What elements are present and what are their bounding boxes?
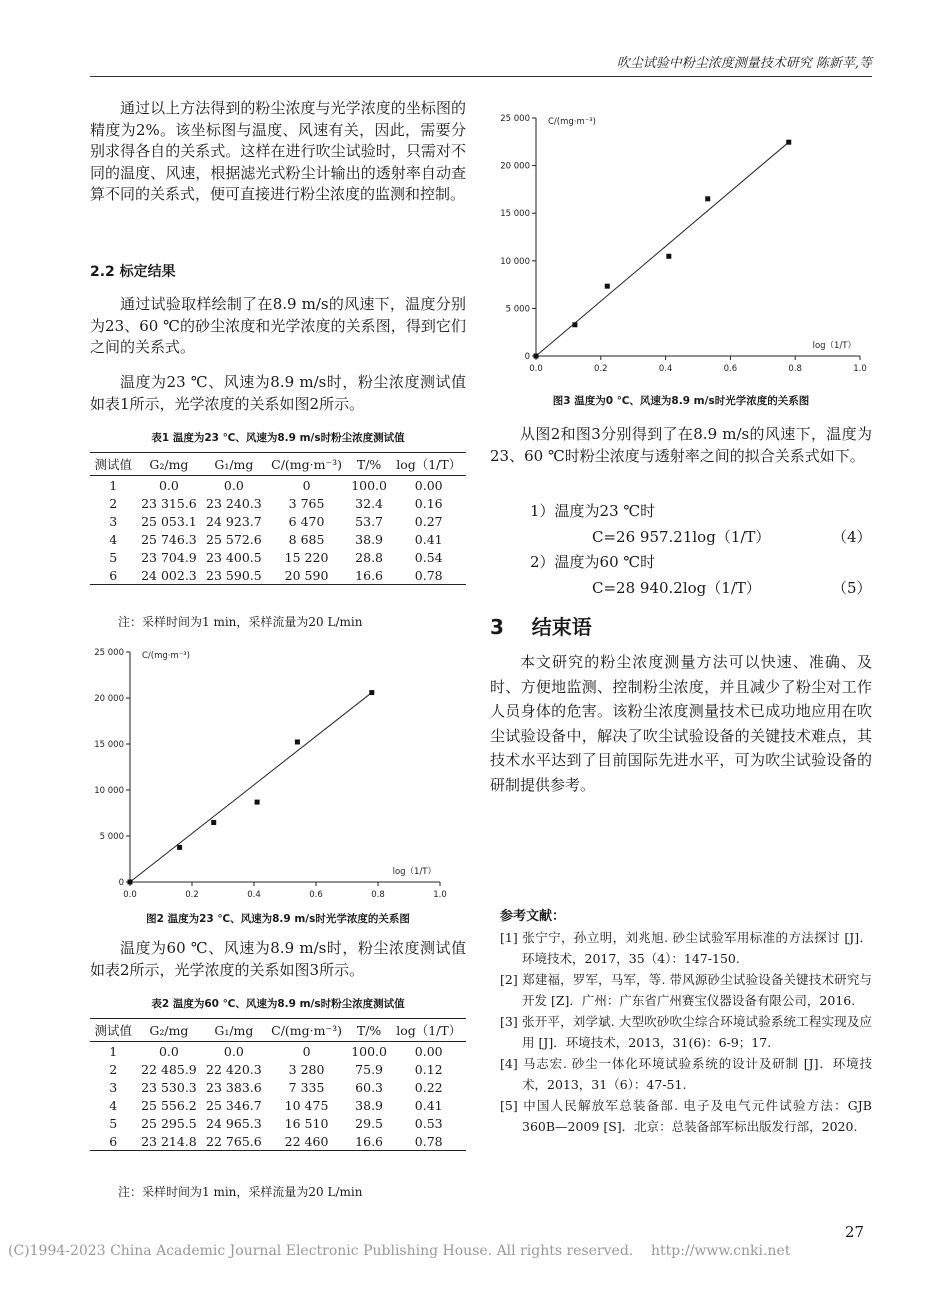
reference-number: [3] bbox=[500, 1014, 518, 1029]
table-cell: 5 bbox=[109, 549, 118, 565]
table-header-cell: C/(mg·m⁻³) bbox=[266, 1019, 346, 1042]
fit-paragraph: 从图2和图3分别得到了在8.9 m/s的风速下，温度为23、60 ℃时粉尘浓度与透射率之间的拟合关系式如下。 bbox=[490, 425, 872, 465]
table-cell: 25 746.3 bbox=[141, 531, 197, 547]
table-cell: 0.0 bbox=[223, 1043, 244, 1059]
table-cell: 23 400.5 bbox=[206, 549, 262, 565]
intro-paragraph: 通过以上方法得到的粉尘浓度与光学浓度的坐标图的精度为2%。该坐标图与温度、风速有关，因此，需要分别求得各自的关系式。这样在进行吹尘试验时，只需对不同的温度、风速，根据滤光式粉尘计输出的透射率自动查算不同的关系式，便可直接进行粉尘浓度的监测和控制。 bbox=[90, 99, 466, 203]
table-cell: 4 bbox=[109, 531, 118, 547]
x-tick-label: 0.0 bbox=[529, 364, 543, 374]
x-tick-label: 1.0 bbox=[853, 364, 867, 374]
table-cell: 0.22 bbox=[414, 1079, 443, 1095]
table-row bbox=[90, 1078, 466, 1096]
table-header-cell: T/% bbox=[347, 1019, 392, 1042]
table-cell: 23 240.3 bbox=[206, 495, 262, 511]
table-cell: 100.0 bbox=[351, 477, 387, 493]
table-cell: 25 572.6 bbox=[206, 531, 262, 547]
table-header-cell: 测试值 bbox=[90, 453, 136, 476]
reference-item bbox=[500, 927, 872, 969]
table-cell: 0 bbox=[302, 477, 311, 493]
references-title: 参考文献： bbox=[500, 909, 566, 924]
table-cell: 10 475 bbox=[284, 1097, 329, 1113]
table-cell: 0.0 bbox=[223, 477, 244, 493]
table-cell: 0.78 bbox=[391, 566, 466, 585]
fit-line bbox=[130, 693, 372, 882]
table-cell: 23 315.6 bbox=[141, 495, 197, 511]
table-cell: 22 485.9 bbox=[141, 1061, 197, 1077]
table-cell: 6 bbox=[90, 1132, 136, 1151]
temp23-paragraph: 温度为23 ℃、风速为8.9 m/s时，粉尘浓度测试值如表1所示，光学浓度的关系如图2所示。 bbox=[90, 373, 466, 413]
table-cell: 0 bbox=[302, 1043, 311, 1059]
table-row bbox=[90, 494, 466, 512]
x-tick-label: 0.6 bbox=[309, 890, 323, 900]
x-tick-label: 0.4 bbox=[658, 364, 673, 374]
table-cell: 0.53 bbox=[414, 1115, 443, 1131]
table-header-cell: 测试值 bbox=[90, 1019, 136, 1042]
figure3-caption: 图3 温度为0 ℃、风速为8.9 m/s时光学浓度的关系图 bbox=[552, 395, 810, 407]
y-tick-label: 0 bbox=[118, 878, 124, 888]
table-cell: 4 bbox=[109, 1097, 118, 1113]
table1-caption: 表1 温度为23 ℃、风速为8.9 m/s时粉尘浓度测试值 bbox=[151, 432, 405, 444]
reference-number: [1] bbox=[500, 930, 518, 945]
reference-number: [5] bbox=[500, 1098, 518, 1113]
reference-item bbox=[500, 1053, 872, 1095]
table-cell: 0.00 bbox=[414, 1043, 443, 1059]
table-row bbox=[90, 1114, 466, 1132]
table-cell: 0.41 bbox=[414, 531, 443, 547]
header-rule bbox=[90, 76, 872, 77]
table-cell: 3 bbox=[109, 513, 118, 529]
table-header-cell: G₁/mg bbox=[201, 1019, 266, 1042]
table-header-cell: G₁/mg bbox=[201, 453, 266, 476]
table-cell: 0.78 bbox=[391, 1132, 466, 1151]
table-cell: 6 bbox=[90, 566, 136, 585]
table-cell: 0.54 bbox=[414, 549, 443, 565]
section-heading-3: 3 结束语 bbox=[490, 615, 592, 639]
reference-text: 中国人民解放军总装备部. 电子及电气元件试验方法：GJB 360B—2009 [S]．北京：总装备部军标出版发行部，2020. bbox=[522, 1098, 872, 1134]
table-cell: 0.16 bbox=[414, 495, 443, 511]
table-cell: 3 bbox=[109, 1079, 118, 1095]
table-row bbox=[90, 1060, 466, 1078]
table-row bbox=[90, 1042, 466, 1061]
table-header-cell: log（1/T） bbox=[391, 453, 466, 476]
data-point bbox=[255, 800, 260, 805]
data-point bbox=[177, 845, 182, 850]
figure3-chart bbox=[490, 100, 872, 382]
table1 bbox=[90, 452, 466, 585]
y-tick-label: 5 000 bbox=[505, 304, 530, 315]
table-cell: 22 420.3 bbox=[206, 1061, 262, 1077]
table-cell: 53.7 bbox=[355, 513, 384, 529]
x-tick-label: 0.8 bbox=[371, 890, 385, 900]
table-cell: 2 bbox=[109, 1061, 118, 1077]
x-tick-label: 0.2 bbox=[185, 890, 199, 900]
data-point bbox=[369, 690, 374, 695]
x-tick-label: 0.6 bbox=[723, 364, 738, 374]
y-tick-label: 10 000 bbox=[94, 786, 124, 796]
y-tick-label: 15 000 bbox=[500, 209, 530, 220]
table-cell: 100.0 bbox=[351, 1043, 387, 1059]
table-cell: 15 220 bbox=[284, 549, 329, 565]
x-tick-label: 1.0 bbox=[433, 890, 447, 900]
table-cell: 25 295.5 bbox=[141, 1115, 197, 1131]
references-list bbox=[500, 927, 872, 1137]
table-row bbox=[90, 566, 466, 585]
table-cell: 38.9 bbox=[355, 1097, 384, 1113]
reference-item bbox=[500, 1011, 872, 1053]
table-cell: 5 bbox=[109, 1115, 118, 1131]
formula-4-number: （4） bbox=[832, 528, 872, 546]
y-tick-label: 20 000 bbox=[94, 694, 124, 704]
table2-note: 注：采样时间为1 min，采样流量为20 L/min bbox=[118, 1185, 363, 1199]
table-cell: 23 590.5 bbox=[201, 566, 266, 585]
table-cell: 24 002.3 bbox=[136, 566, 201, 585]
table-row bbox=[90, 1132, 466, 1151]
table-cell: 0.12 bbox=[414, 1061, 443, 1077]
table-cell: 60.3 bbox=[355, 1079, 384, 1095]
table2-caption: 表2 温度为60 ℃、风速为8.9 m/s时粉尘浓度测试值 bbox=[151, 998, 405, 1010]
data-point bbox=[786, 140, 791, 145]
table-cell: 16 510 bbox=[284, 1115, 329, 1131]
table-cell: 38.9 bbox=[355, 531, 384, 547]
table-cell: 16.6 bbox=[347, 566, 392, 585]
data-point bbox=[295, 739, 300, 744]
table-cell: 25 053.1 bbox=[141, 513, 197, 529]
table-cell: 7 335 bbox=[288, 1079, 325, 1095]
y-tick-label: 15 000 bbox=[94, 740, 124, 750]
x-axis-label: log（1/T） bbox=[392, 867, 436, 877]
table-cell: 1 bbox=[109, 1043, 118, 1059]
y-tick-label: 25 000 bbox=[500, 114, 530, 124]
reference-number: [4] bbox=[500, 1056, 518, 1071]
table-cell: 3 280 bbox=[288, 1061, 325, 1077]
reference-text: 马志宏. 砂尘一体化环境试验系统的设计及研制 [J]．环境技术，2013，31（6）：47-51. bbox=[522, 1056, 872, 1092]
data-point bbox=[534, 354, 539, 359]
table-row bbox=[90, 530, 466, 548]
figure2-caption: 图2 温度为23 ℃、风速为8.9 m/s时光学浓度的关系图 bbox=[146, 913, 410, 925]
reference-number: [2] bbox=[500, 972, 518, 987]
data-point bbox=[211, 820, 216, 825]
table-cell: 23 383.6 bbox=[206, 1079, 262, 1095]
temp60-paragraph: 温度为60 ℃、风速为8.9 m/s时，粉尘浓度测试值如表2所示，光学浓度的关系如图3所示。 bbox=[90, 939, 466, 979]
table-row bbox=[90, 548, 466, 566]
table-cell: 0.27 bbox=[414, 513, 443, 529]
reference-text: 张宁宁，孙立明，刘兆旭. 砂尘试验军用标准的方法探讨 [J]．环境技术，2017，35（4）：147-150. bbox=[522, 930, 872, 966]
y-tick-label: 20 000 bbox=[500, 161, 530, 172]
table-header-cell: G₂/mg bbox=[136, 1019, 201, 1042]
table-cell: 16.6 bbox=[347, 1132, 392, 1151]
figure2-chart bbox=[90, 642, 466, 904]
table1-note: 注：采样时间为1 min，采样流量为20 L/min bbox=[118, 615, 363, 629]
page-number: 27 bbox=[845, 1223, 865, 1241]
table-row bbox=[90, 1096, 466, 1114]
table-cell: 23 530.3 bbox=[141, 1079, 197, 1095]
running-header: 吹尘试验中粉尘浓度测量技术研究 陈新苹,等 bbox=[616, 56, 872, 71]
table-row bbox=[90, 476, 466, 495]
table-cell: 28.8 bbox=[355, 549, 384, 565]
y-tick-label: 10 000 bbox=[500, 256, 530, 267]
copyright-footer: (C)1994-2023 China Academic Journal Electronic Publishing House. All rights reserved. http://www.cnki.net bbox=[8, 1243, 791, 1259]
data-point bbox=[666, 254, 671, 259]
x-tick-label: 0.8 bbox=[788, 364, 802, 374]
y-axis-label: C/(mg·m⁻³) bbox=[142, 651, 190, 661]
table-cell: 0.0 bbox=[158, 477, 179, 493]
x-tick-label: 0.2 bbox=[594, 364, 608, 374]
y-tick-label: 25 000 bbox=[94, 648, 124, 658]
table-cell: 23 704.9 bbox=[141, 549, 197, 565]
table-header-cell: T/% bbox=[347, 453, 392, 476]
table-cell: 6 470 bbox=[288, 513, 325, 529]
table-header-cell: G₂/mg bbox=[136, 453, 201, 476]
table-row bbox=[90, 512, 466, 530]
data-point bbox=[705, 196, 710, 201]
item2-label: 2）温度为60 ℃时 bbox=[530, 553, 656, 571]
table-cell: 2 bbox=[109, 495, 118, 511]
data-point bbox=[128, 880, 133, 885]
data-point bbox=[605, 284, 610, 289]
table-cell: 25 346.7 bbox=[206, 1097, 262, 1113]
table-header-cell: C/(mg·m⁻³) bbox=[266, 453, 346, 476]
table-cell: 75.9 bbox=[355, 1061, 384, 1077]
y-tick-label: 0 bbox=[524, 352, 530, 362]
table-cell: 20 590 bbox=[266, 566, 346, 585]
table-cell: 22 460 bbox=[266, 1132, 346, 1151]
item1-label: 1）温度为23 ℃时 bbox=[530, 502, 656, 520]
conclusion-paragraph: 本文研究的粉尘浓度测量方法可以快速、准确、及时、方便地监测、控制粉尘浓度，并且减少了粉尘对工作人员身体的危害。该粉尘浓度测量技术已成功地应用在吹尘试验设备中，解决了吹尘试验设备的关键技术难点，其技术水平达到了目前国际先进水平，可为吹尘试验设备的研制提供参考。 bbox=[490, 653, 872, 794]
reference-item bbox=[500, 1095, 872, 1137]
table-cell: 23 214.8 bbox=[136, 1132, 201, 1151]
y-axis-label: C/(mg·m⁻³) bbox=[548, 117, 596, 127]
table-cell: 32.4 bbox=[355, 495, 384, 511]
calibration-paragraph: 通过试验取样绘制了在8.9 m/s的风速下，温度分别为23、60 ℃的砂尘浓度和光学浓度的关系图，得到它们之间的关系式。 bbox=[90, 295, 466, 356]
formula-5-number: （5） bbox=[832, 579, 872, 597]
reference-text: 张开平，刘学斌. 大型吹砂吹尘综合环境试验系统工程实现及应用 [J]．环境技术，2013，31(6)：6-9；17. bbox=[522, 1014, 872, 1050]
reference-item bbox=[500, 969, 872, 1011]
table-cell: 3 765 bbox=[288, 495, 325, 511]
y-tick-label: 5 000 bbox=[99, 832, 124, 842]
table-cell: 0.00 bbox=[414, 477, 443, 493]
section-heading-2-2: 2.2 标定结果 bbox=[90, 264, 176, 280]
table-cell: 0.41 bbox=[414, 1097, 443, 1113]
formula-4: C=26 957.21log（1/T） bbox=[592, 528, 771, 546]
table-cell: 1 bbox=[109, 477, 118, 493]
table-cell: 0.0 bbox=[158, 1043, 179, 1059]
table-cell: 24 923.7 bbox=[206, 513, 262, 529]
formula-5: C=28 940.2log（1/T） bbox=[592, 579, 761, 597]
table2 bbox=[90, 1018, 466, 1151]
x-tick-label: 0.4 bbox=[247, 890, 261, 900]
table-cell: 8 685 bbox=[288, 531, 325, 547]
table-cell: 29.5 bbox=[355, 1115, 384, 1131]
reference-text: 郑建福，罗军，马军，等. 带风源砂尘试验设备关键技术研究与开发 [Z]．广州：广东省广州赛宝仪器设备有限公司，2016. bbox=[522, 972, 872, 1008]
x-tick-label: 0.0 bbox=[123, 890, 137, 900]
table-header-cell: log（1/T） bbox=[391, 1019, 466, 1042]
table-cell: 24 965.3 bbox=[206, 1115, 262, 1131]
table-cell: 25 556.2 bbox=[141, 1097, 197, 1113]
x-axis-label: log（1/T） bbox=[812, 341, 856, 351]
table-cell: 22 765.6 bbox=[201, 1132, 266, 1151]
data-point bbox=[572, 322, 577, 327]
